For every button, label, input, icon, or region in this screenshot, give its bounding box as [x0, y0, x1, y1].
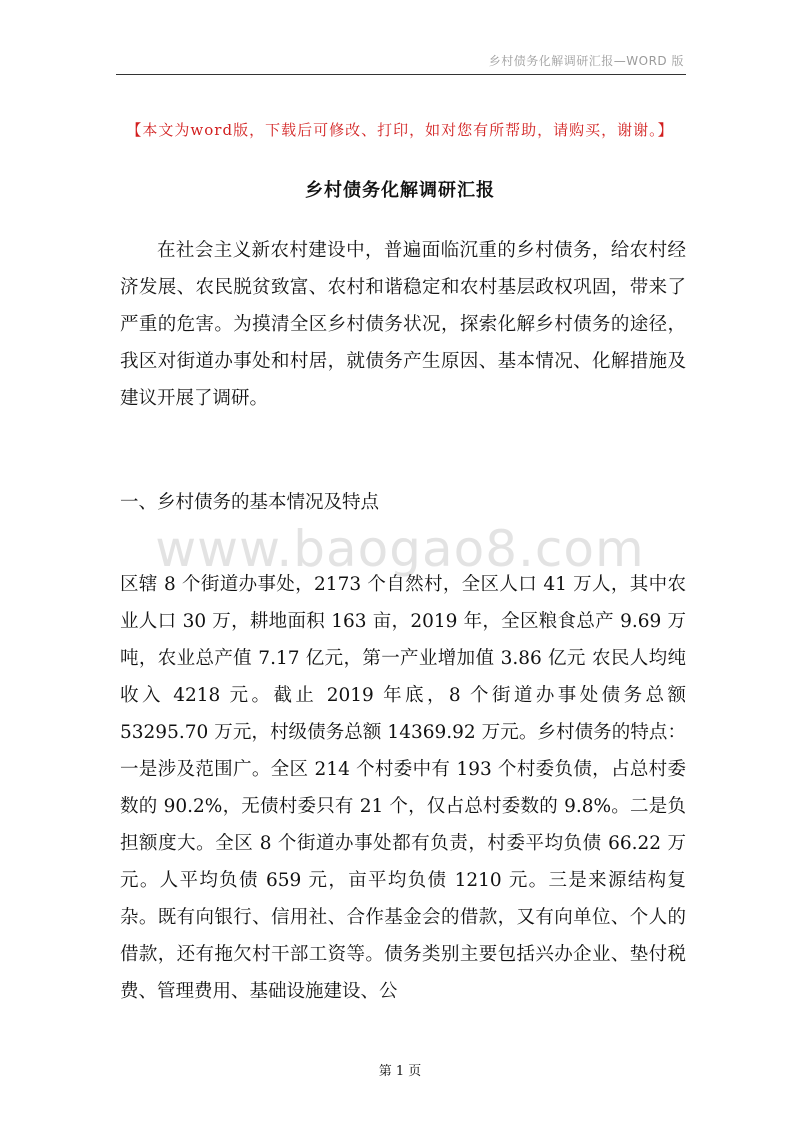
- page-number: 第 1 页: [378, 1064, 422, 1079]
- header-divider: [116, 74, 686, 75]
- download-notice: 【本文为word版，下载后可修改、打印，如对您有所帮助，请购买，谢谢。】: [126, 121, 674, 139]
- intro-paragraph: 在社会主义新农村建设中，普遍面临沉重的乡村债务，给农村经济发展、农民脱贫致富、农村和谐稳定和农村基层政权巩固，带来了严重的危害。为摸清全区乡村债务状况，探索化解乡村债务的途径，我区对街道办事处和村居，就债务产生原因、基本情况、化解措施及建议开展了调研。: [120, 240, 686, 409]
- watermark: www.baogao8.com: [155, 520, 645, 578]
- section-paragraph: 区辖 8 个街道办事处，2173 个自然村，全区人口 41 万人，其中农业人口 30 万，耕地面积 163 亩，2019 年，全区粮食总产 9.69 万吨，农业总产值 7.17 亿元，第一产业增加值 3.86 亿元 农民人均纯收入 4218 元。截止 2019 年底，8 个街道办事处债务总额 53295.70 万元，村级债务总额 14369.92 万元。乡村债务的特点：一是涉及范围广。全区 214 个村委中有 193 个村委负债，占总村委数的 90.2%，无债村委只有 21 个，仅占总村委数的 9.8%。二是负担额度大。全区 8 个街道办事处都有负责，村委平均负债 66.22 万元。人平均负债 659 元，亩平均负债 1210 元。三是来源结构复杂。既有向银行、信用社、合作基金会的借款，又有向单位、个人的借款，还有拖欠村干部工资等。债务类别主要包括兴办企业、垫付税费、管理费用、基础设施建设、公: [120, 574, 686, 1002]
- section-heading: 一、乡村债务的基本情况及特点: [120, 492, 380, 513]
- running-header: 乡村债务化解调研汇报—WORD 版: [488, 54, 684, 68]
- document-title: 乡村债务化解调研汇报: [305, 180, 495, 201]
